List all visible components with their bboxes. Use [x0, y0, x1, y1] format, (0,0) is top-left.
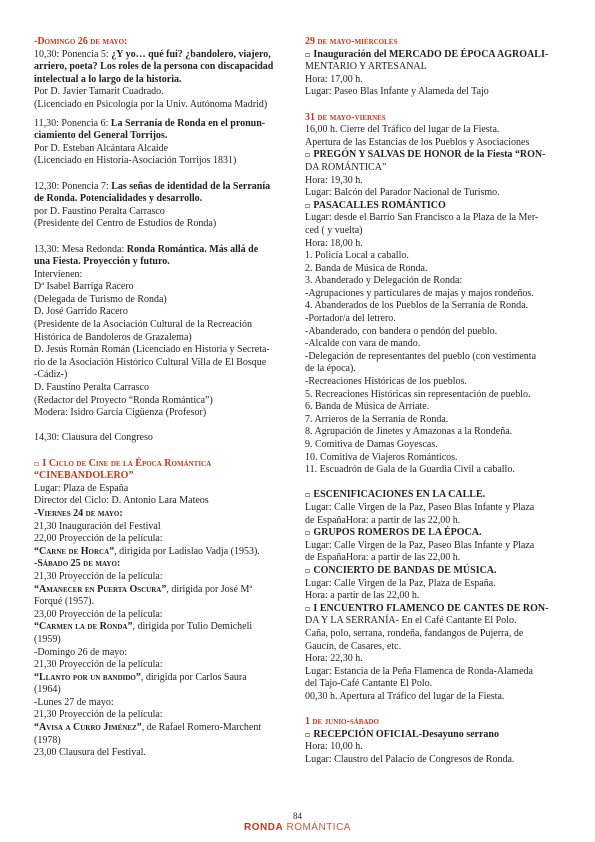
line-text: Inauguración del MERCADO DE ÉPOCA AGROALI-: [313, 48, 549, 60]
text-line: [305, 426, 563, 439]
line-text: (Presidente de la Asociación Cultural de la Recreación: [34, 319, 252, 331]
saturday-section: [305, 716, 563, 766]
line-text: -Cádiz-): [34, 369, 68, 381]
line-text: , dirigida por Ladislao Vadja (1953).: [114, 545, 260, 557]
line-text: del Tajo-Café Cantante El Polo.: [305, 678, 433, 690]
line-text: Apertura de las Estancias de los Pueblos y Asociaciones: [305, 136, 530, 148]
line-text: Hora: 22,30 h.: [305, 653, 363, 665]
text-line: [305, 250, 563, 263]
left-column: [34, 36, 290, 772]
line-text: 8. Agrupación de Jinetes y Amazonas a la Rondeña.: [305, 426, 513, 438]
text-line: [305, 691, 563, 704]
day-heading: 29 de mayo-miércoles: [305, 36, 398, 47]
line-bold-text: arriero, poeta? Los roles de la persona con discapacidad: [34, 61, 274, 73]
line-text: 21,30 Proyección de la película:: [34, 709, 163, 721]
text-line: [34, 281, 290, 294]
line-smallcaps-text: “Amanecer en Puerta Oscura”: [34, 583, 167, 595]
text-line: [34, 747, 290, 760]
text-line: [305, 200, 563, 213]
text-line: [305, 666, 563, 679]
line-text: DA ROMÁNTICA”: [305, 161, 387, 173]
line-text: 23,00 Proyección de la película:: [34, 608, 163, 620]
text-line: [34, 369, 290, 382]
text-line: [305, 263, 563, 276]
cine-section: [34, 458, 290, 760]
line-bold-text: La Serranía de Ronda en el pronun-: [110, 117, 266, 129]
line-text: Caña, polo, serrana, rondeña, fandangos de Pujerra, de: [305, 627, 524, 639]
text-line: [34, 596, 290, 609]
line-text: Dª Isabel Barriga Racero: [34, 281, 134, 293]
line-text: rio de la Asociación Histórico Cultural Villa de El Bosque: [34, 356, 267, 368]
line-text: (1978): [34, 734, 61, 746]
text-line: [305, 338, 563, 351]
line-text: (1964): [34, 684, 61, 696]
text-line: [34, 407, 290, 420]
text-line: [305, 414, 563, 427]
text-line: [305, 212, 563, 225]
text-line: [34, 193, 290, 206]
cine-subtitle: “CINEBANDOLERO”: [34, 470, 134, 482]
text-line: [305, 74, 563, 87]
line-text: 12,30: Ponencia 7:: [34, 180, 112, 192]
square-bullet-icon: ▫: [305, 528, 311, 538]
line-text: 11. Escuadrón de Gala de la Guardia Civil a caballo.: [305, 464, 515, 476]
talk-6: [34, 118, 290, 168]
text-line: [34, 621, 290, 634]
line-text: , dirigida por José Mª: [166, 583, 253, 595]
line-text: DA Y LA SERRANÍA- En el Café Cantante El Polo.: [305, 615, 517, 627]
text-line: [34, 306, 290, 319]
line-text: , dirigida por Carlos Saura: [140, 671, 247, 683]
text-line: [34, 61, 290, 74]
line-smallcaps-text: “Carne de Horca”: [34, 545, 115, 557]
round-table: [34, 244, 290, 420]
text-line: [34, 155, 290, 168]
line-text: de EspañaHora: a partir de las 22,00 h.: [305, 514, 461, 526]
line-bold-text: ciamiento del General Torrijos.: [34, 130, 168, 142]
line-text: (Licenciado en Historia-Asociación Torrijos 1831): [34, 155, 237, 167]
line-text: ced ( y vuelta): [305, 224, 363, 236]
text-line: [305, 275, 563, 288]
line-smallcaps-text: “Avisa a Curro Jiménez”: [34, 722, 142, 734]
line-text: de la época).: [305, 363, 356, 375]
text-line: [305, 439, 563, 452]
closing-text: 14,30: Clausura del Congreso: [34, 432, 153, 444]
text-line: [305, 452, 563, 465]
text-line: [305, 729, 563, 742]
line-text: RECEPCIÓN OFICIAL-Desayuno serrano: [313, 728, 499, 740]
line-smallcaps-text: -Viernes 24 de mayo:: [34, 507, 123, 519]
line-bold-text: Ronda Romántica. Más allá de: [126, 243, 259, 255]
text-line: [305, 300, 563, 313]
day-heading: 31 de mayo-viernes: [305, 111, 386, 123]
line-text: 21,30 Proyección de la película:: [34, 570, 163, 582]
text-line: [305, 86, 563, 99]
line-text: (Delegada de Turismo de Ronda): [34, 293, 167, 305]
line-text: Forqué (1957).: [34, 596, 94, 608]
line-text: 2. Banda de Música de Ronda.: [305, 262, 428, 274]
brand-logo: RONDA ROMÁNTICA: [244, 822, 351, 833]
line-bold-text: una Fiesta. Proyección y futuro.: [34, 256, 170, 268]
text-line: [34, 244, 290, 257]
text-line: [305, 527, 563, 540]
line-text: Lugar: Calle Virgen de la Paz, Plaza de España.: [305, 577, 496, 589]
text-line: [305, 628, 563, 641]
text-line: [305, 754, 563, 767]
text-line: [34, 332, 290, 345]
line-text: , dirigida por Tulio Demicheli: [132, 621, 253, 633]
line-text: -Agrupaciones y particulares de majas y majos rondeños.: [305, 287, 534, 299]
text-line: [305, 363, 563, 376]
talk-5: [34, 49, 290, 112]
line-text: (Redactor del Proyecto “Ronda Romántica”): [34, 394, 213, 406]
text-line: [305, 741, 563, 754]
line-text: 9. Comitiva de Damas Goyescas.: [305, 439, 438, 450]
text-line: [305, 540, 563, 553]
text-line: [305, 515, 563, 528]
text-line: [34, 357, 290, 370]
line-text: 10,30: Ponencia 5:: [34, 48, 112, 60]
line-text: Lugar: Balcón del Parador Nacional de Turismo.: [305, 187, 500, 199]
line-text: 7. Arrieros de la Serranía de Ronda.: [305, 413, 449, 425]
line-text: Por D. Javier Tamarit Cuadrado.: [34, 86, 164, 98]
line-text: 21,30 Inauguración del Festival: [34, 520, 161, 532]
line-smallcaps-text: “Carmen la de Ronda”: [34, 621, 133, 633]
text-line: [305, 61, 563, 74]
day-heading: -Domingo 26 de mayo:: [34, 36, 128, 47]
line-text: 00,30 h. Apertura al Tráfico del lugar de la Fiesta.: [305, 690, 505, 702]
square-bullet-icon: ▫: [305, 49, 311, 59]
text-line: [34, 49, 290, 62]
line-text: CONCIERTO DE BANDAS DE MÚSICA.: [313, 564, 497, 576]
text-line: [305, 124, 563, 137]
text-line: [305, 641, 563, 654]
text-line: [34, 344, 290, 357]
text-line: [34, 181, 290, 194]
line-text: PASACALLES ROMÁNTICO: [313, 199, 446, 211]
line-text: 22,00 Proyección de la película:: [34, 533, 163, 545]
square-bullet-icon: ▫: [305, 565, 311, 575]
line-text: I ENCUENTRO FLAMENCO DE CANTES DE RON-: [313, 602, 549, 614]
line-text: Lugar: Claustro del Palacio de Congresos de Ronda.: [305, 753, 515, 765]
friday-evening-section: [305, 489, 563, 703]
text-line: [34, 269, 290, 282]
congress-closing: [34, 432, 290, 445]
text-line: [305, 137, 563, 150]
line-text: -Domingo 26 de mayo:: [34, 646, 128, 658]
line-text: Lugar: Paseo Blas Infante y Alameda del Tajo: [305, 86, 489, 98]
line-text: D. Faustino Peralta Carrasco: [34, 382, 149, 394]
page-number: 84: [293, 811, 302, 821]
text-line: [34, 395, 290, 408]
day-heading: 1 de junio-sábado: [305, 716, 380, 728]
text-line: [34, 130, 290, 143]
text-line: [34, 86, 290, 99]
line-text: ESCENIFICACIONES EN LA CALLE.: [313, 489, 486, 501]
cine-director: Director del Ciclo: D. Antonio Lara Mateos: [34, 495, 209, 507]
line-text: 23,00 Clausura del Festival.: [34, 747, 146, 759]
line-text: 16,00 h. Cierre del Tráfico del lugar de la Fiesta.: [305, 124, 500, 136]
line-text: D. José Garrido Racero: [34, 306, 128, 318]
square-bullet-icon: ▫: [305, 490, 311, 500]
line-bold-text: ¿Y yo… qué fui? ¿bandolero, viajero,: [111, 48, 271, 60]
line-text: 11,30: Ponencia 6:: [34, 117, 111, 129]
text-line: [34, 382, 290, 395]
line-text: (Licenciado en Psicología por la Univ. Autónoma Madrid): [34, 98, 268, 110]
line-text: Gaucín, de Casares, etc.: [305, 640, 402, 652]
text-line: [305, 578, 563, 591]
line-text: Hora: a partir de las 22,00 h.: [305, 590, 420, 602]
line-text: Intervienen:: [34, 268, 83, 280]
line-text: Modera: Isidro García Cigüenza (Profesor): [34, 407, 207, 419]
line-bold-text: de Ronda. Potencialidades y desarrollo.: [34, 193, 203, 205]
line-text: Hora: 17,00 h.: [305, 73, 363, 85]
square-bullet-icon: ▫: [305, 729, 311, 739]
text-line: [305, 351, 563, 364]
text-line: [305, 162, 563, 175]
line-smallcaps-text: “Llanto por un bandido”: [34, 671, 141, 683]
line-text: , de Rafael Romero-Marchent: [141, 722, 262, 734]
cine-schedule: [34, 508, 290, 760]
text-line: [34, 584, 290, 597]
text-line: [305, 464, 563, 477]
line-text: D. Jesús Román Román (Licenciado en Historia y Secreta-: [34, 344, 270, 356]
line-text: Por D. Esteban Alcántara Alcaide: [34, 142, 169, 154]
text-line: [34, 735, 290, 748]
text-line: [34, 521, 290, 534]
line-text: por D. Faustino Peralta Carrasco: [34, 205, 165, 217]
line-text: -Alcalde con vara de mando.: [305, 338, 421, 350]
talk-7: [34, 181, 290, 231]
text-line: [34, 558, 290, 571]
cine-place: Lugar: Plaza de España: [34, 482, 129, 494]
saturday-events: [305, 729, 563, 767]
line-text: de EspañaHora: a partir de las 22,00 h.: [305, 552, 461, 564]
square-bullet-icon: ▫: [305, 200, 311, 210]
text-line: [305, 313, 563, 326]
text-line: [34, 533, 290, 546]
line-text: 5. Recreaciones Históricas sin representación de pueblo.: [305, 388, 531, 400]
cine-title: ▫ I Ciclo de Cine de la Época Romántica: [34, 457, 212, 469]
text-line: [34, 508, 290, 521]
text-line: [305, 389, 563, 402]
page-footer: [0, 811, 595, 833]
line-text: PREGÓN Y SALVAS DE HONOR de la Fiesta “RON-: [313, 149, 546, 161]
text-line: [305, 49, 563, 62]
line-text: Lugar: Calle Virgen de la Paz, Paseo Blas Infante y Plaza: [305, 539, 535, 551]
text-line: [305, 326, 563, 339]
text-line: [305, 376, 563, 389]
square-bullet-icon: ▫: [305, 603, 311, 613]
right-column: [305, 36, 563, 779]
text-line: [305, 678, 563, 691]
text-line: [305, 653, 563, 666]
text-line: [34, 546, 290, 559]
text-line: [305, 187, 563, 200]
line-text: (1959): [34, 633, 61, 645]
line-text: 10. Comitiva de Viajeros Románticos.: [305, 451, 458, 463]
text-line: [34, 697, 290, 710]
text-line: [34, 118, 290, 131]
line-text: Lugar: Estancia de la Peña Flamenca de Ronda-Alameda: [305, 665, 533, 677]
line-text: (Presidente del Centro de Estudios de Ronda): [34, 218, 217, 230]
friday-section: [305, 112, 563, 477]
line-text: MENTARIO Y ARTESANAL: [305, 61, 427, 73]
text-line: [305, 502, 563, 515]
line-text: Hora: 19,30 h.: [305, 174, 363, 186]
line-text: -Abanderado, con bandera o pendón del pueblo.: [305, 325, 498, 337]
text-line: [305, 225, 563, 238]
line-text: Hora: 10,00 h.: [305, 741, 363, 753]
text-line: [305, 288, 563, 301]
line-smallcaps-text: -Sábado 25 de mayo:: [34, 558, 121, 570]
text-line: [305, 590, 563, 603]
text-line: [34, 672, 290, 685]
line-text: 6. Banda de Música de Arriate.: [305, 401, 430, 413]
text-line: [34, 143, 290, 156]
text-line: [34, 218, 290, 231]
text-line: [305, 401, 563, 414]
line-text: Histórica de Bandoleros de Grazalema): [34, 331, 192, 343]
text-line: [34, 256, 290, 269]
line-text: -Recreaciones Históricas de los pueblos.: [305, 376, 467, 388]
square-bullet-icon: ▫: [34, 458, 40, 468]
text-line: [34, 74, 290, 87]
line-text: -Delegación de representantes del pueblo (con vestimenta: [305, 350, 537, 362]
text-line: [305, 489, 563, 502]
text-line: [34, 571, 290, 584]
text-line: [34, 206, 290, 219]
line-text: -Portador/a del letrero.: [305, 313, 396, 325]
line-text: 1. Policía Local a caballo.: [305, 250, 409, 262]
text-line: [34, 709, 290, 722]
line-text: GRUPOS ROMEROS DE LA ÉPOCA.: [313, 527, 482, 539]
line-text: 3. Abanderado y Delegación de Ronda:: [305, 275, 463, 287]
congress-sunday: [34, 36, 290, 112]
friday-events: [305, 124, 563, 477]
text-line: [305, 175, 563, 188]
line-bold-text: Las señas de identidad de la Serranía: [111, 180, 271, 192]
text-line: [34, 659, 290, 672]
line-text: Hora: 18,00 h.: [305, 237, 363, 249]
text-line: [34, 99, 290, 112]
text-line: [34, 319, 290, 332]
wednesday-events: [305, 49, 563, 99]
line-text: 13,30: Mesa Redonda:: [34, 243, 127, 255]
text-line: [305, 615, 563, 628]
text-line: [305, 149, 563, 162]
text-line: [34, 647, 290, 660]
text-line: [34, 722, 290, 735]
line-bold-text: intelectual a lo largo de la historia.: [34, 73, 182, 85]
text-line: [305, 238, 563, 251]
line-text: 4. Abanderados de los Pueblos de la Serranía de Ronda.: [305, 300, 529, 312]
text-line: [34, 294, 290, 307]
text-line: [305, 603, 563, 616]
line-text: Lugar: Calle Virgen de la Paz, Paseo Blas Infante y Plaza: [305, 501, 535, 513]
text-line: [305, 552, 563, 565]
text-line: [34, 634, 290, 647]
square-bullet-icon: ▫: [305, 150, 311, 160]
text-line: [34, 609, 290, 622]
text-line: [305, 565, 563, 578]
wednesday-section: [305, 36, 563, 99]
line-text: 21,30 Proyección de la película:: [34, 659, 163, 671]
text-line: [34, 684, 290, 697]
line-text: Lugar: desde el Barrio San Francisco a la Plaza de la Mer-: [305, 212, 539, 224]
line-text: -Lunes 27 de mayo:: [34, 696, 114, 708]
